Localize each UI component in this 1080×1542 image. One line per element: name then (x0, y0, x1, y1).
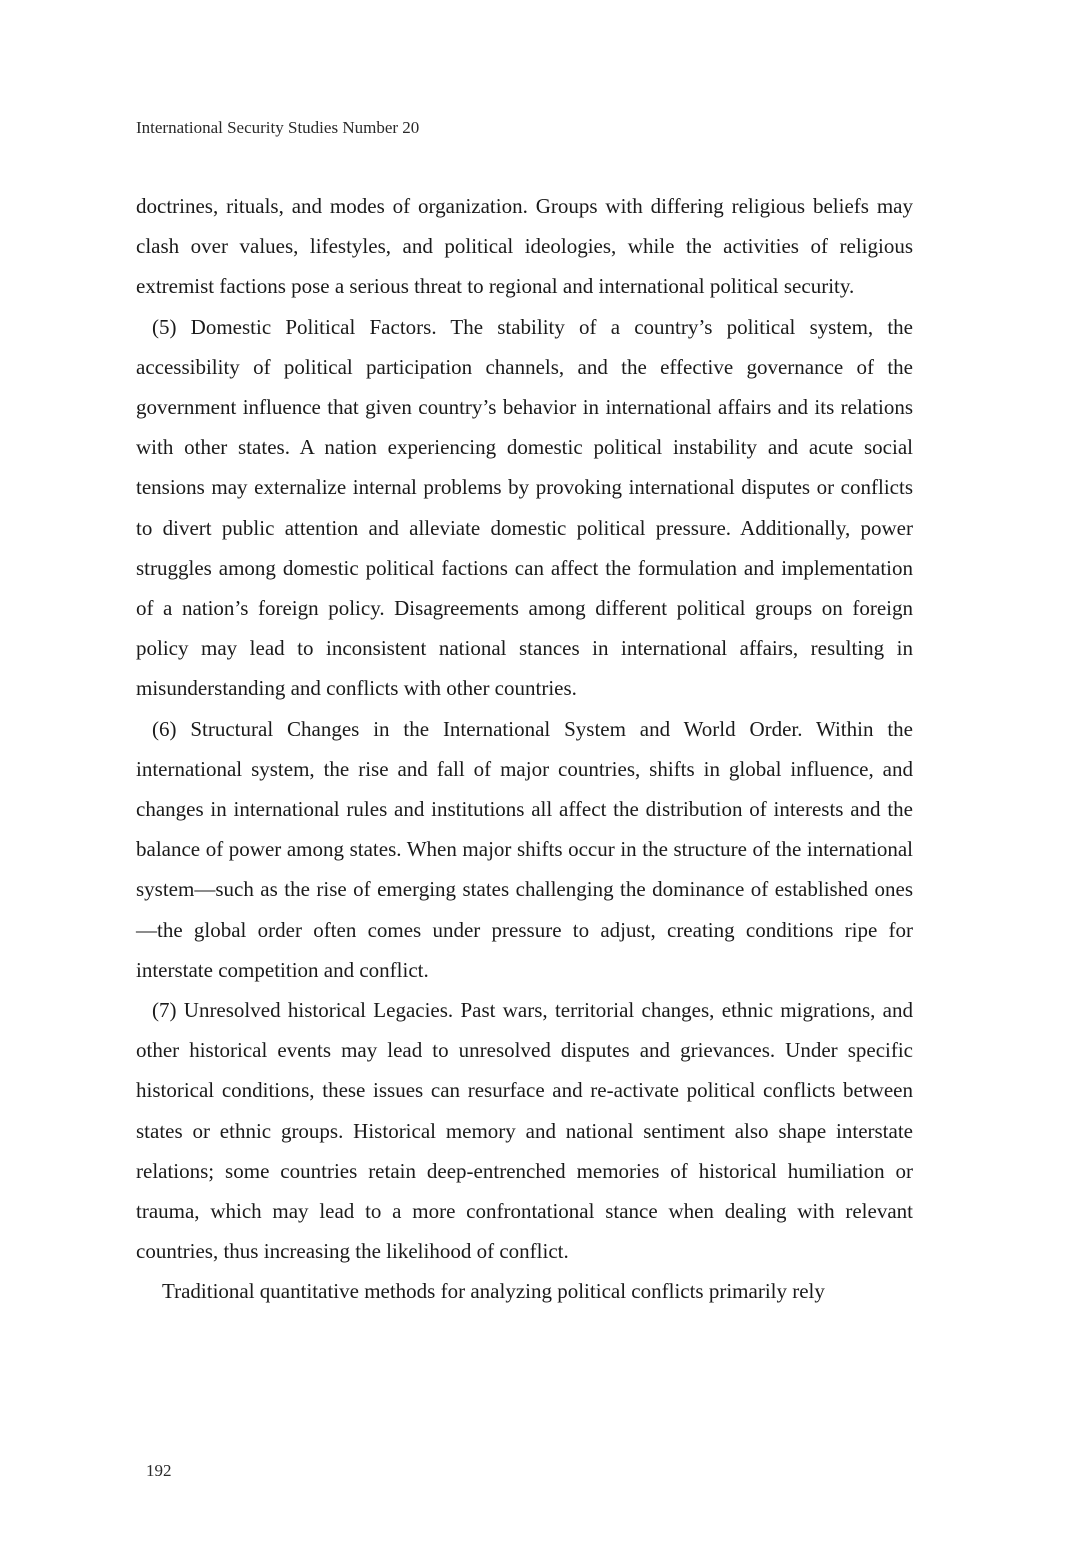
paragraph-quantitative-methods: Traditional quantitative methods for analyzing political conflicts primarily rely (162, 1279, 825, 1304)
page-number: 192 (146, 1461, 172, 1480)
paragraph-structural-changes: (6) Structural Changes in the International System and World Order. Within the international system, the rise and fall of major countries, shifts in global influence, and changes in international rules and institutions all affect the distribution of interests and the balance of power among states. When major shifts occur in the structure of the international system—such as the rise of emerging states challenging the dominance of established ones—the global order often comes under pressure to adjust, creating conditions ripe for interstate competition and conflict. (136, 716, 913, 982)
running-header: International Security Studies Number 20 (136, 118, 420, 137)
paragraph-historical-legacies: (7) Unresolved historical Legacies. Past wars, territorial changes, ethnic migrations, and other historical events may lead to unresolved disputes and grievances. Under specific historical conditions, these issues can resurface and re-activate political conflicts between states or ethnic groups. Historical memory and national sentiment also shape interstate relations; some countries retain deep-entrenched memories of historical humiliation or trauma, which may lead to a more confrontational stance when dealing with relevant countries, thus increasing the likelihood of conflict. (136, 998, 913, 1264)
body-text (136, 186, 913, 1312)
paragraph-domestic-political-factors: (5) Domestic Political Factors. The stability of a country’s political system, the accessibility of political participation channels, and the effective governance of the government influence that given country’s behavior in international affairs and its relations with other states. A nation experiencing domestic political instability and acute social tensions may externalize internal problems by provoking international disputes or conflicts to divert public attention and alleviate domestic political pressure. Additionally, power struggles among domestic political factions can affect the formulation and implementation of a nation’s foreign policy. Disagreements among different political groups on foreign policy may lead to inconsistent national stances in international affairs, resulting in misunderstanding and conflicts with other countries. (136, 314, 913, 701)
paragraph-religious-factors-continued: doctrines, rituals, and modes of organization. Groups with differing religious beliefs may clash over values, lifestyles, and political ideologies, while the activities of religious extremist factions pose a serious threat to regional and international political security. (136, 194, 913, 299)
